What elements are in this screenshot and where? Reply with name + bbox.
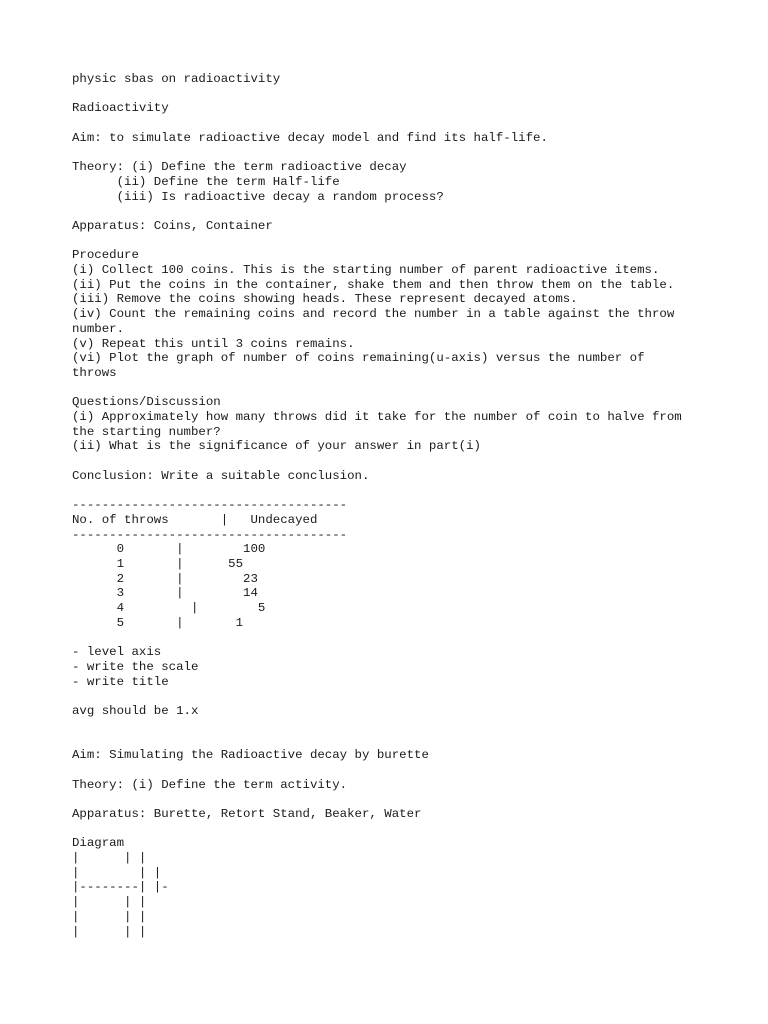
document-line	[72, 631, 682, 646]
document-line: 2 | 23	[72, 571, 258, 586]
document-line: avg should be 1.x	[72, 704, 199, 719]
document-line: -------------------------------------	[72, 498, 348, 513]
document-line	[72, 763, 682, 778]
document-line: | | |	[72, 865, 162, 880]
document-line	[72, 719, 682, 734]
document-text	[72, 72, 682, 939]
document-line: throws	[72, 365, 117, 380]
document-line	[72, 733, 682, 748]
document-line: - level axis	[72, 645, 162, 660]
document-line	[72, 234, 682, 249]
document-line: 5 | 1	[72, 615, 244, 630]
document-line: Apparatus: Coins, Container	[72, 218, 273, 233]
document-line: 1 | 55	[72, 557, 244, 572]
document-line	[72, 822, 682, 837]
document-line: (v) Repeat this until 3 coins remains.	[72, 336, 355, 351]
document-line: physic sbas on radioactivity	[72, 72, 281, 86]
document-line	[72, 87, 682, 102]
document-line	[72, 689, 682, 704]
document-line: - write the scale	[72, 659, 199, 674]
document-line: (iii) Is radioactive decay a random process?	[72, 189, 444, 204]
document-line: (ii) Put the coins in the container, shake them and then throw them on the table.	[72, 277, 675, 292]
document-line	[72, 792, 682, 807]
document-line: Theory: (i) Define the term activity.	[72, 777, 348, 792]
document-line: 0 | 100	[72, 542, 266, 557]
document-line	[72, 454, 682, 469]
document-line: | | |	[72, 924, 147, 939]
document-line: Theory: (i) Define the term radioactive decay	[72, 160, 407, 175]
document-line: (iv) Count the remaining coins and record the number in a table against the throw	[72, 307, 675, 322]
document-line: -------------------------------------	[72, 527, 348, 542]
document-line: Aim: Simulating the Radioactive decay by burette	[72, 748, 429, 763]
document-line	[72, 381, 682, 396]
document-line: 4 | 5	[72, 601, 266, 616]
document-line: Conclusion: Write a suitable conclusion.	[72, 468, 370, 483]
document-line: (vi) Plot the graph of number of coins remaining(u-axis) versus the number of	[72, 351, 645, 366]
document-line: Aim: to simulate radioactive decay model and find its half-life.	[72, 130, 548, 145]
document-line: | | |	[72, 909, 147, 924]
document-line	[72, 116, 682, 131]
document-line: Apparatus: Burette, Retort Stand, Beaker, Water	[72, 806, 422, 821]
document-line: - write title	[72, 674, 169, 689]
document-line: Radioactivity	[72, 101, 169, 116]
document-line: number.	[72, 321, 125, 336]
document-line: (iii) Remove the coins showing heads. These represent decayed atoms.	[72, 292, 578, 307]
document-line: Questions/Discussion	[72, 395, 221, 410]
document-line	[72, 484, 682, 499]
document-line: (i) Collect 100 coins. This is the starting number of parent radioactive items.	[72, 263, 660, 278]
document-line: |--------| |-	[72, 880, 169, 895]
document-line: Procedure	[72, 248, 139, 263]
document-line: (ii) Define the term Half-life	[72, 174, 340, 189]
document-line: Diagram	[72, 836, 125, 851]
document-line: 3 | 14	[72, 586, 258, 601]
document-line: No. of throws | Undecayed	[72, 512, 318, 527]
document-line: | | |	[72, 851, 147, 866]
document-line	[72, 145, 682, 160]
document-line: | | |	[72, 895, 147, 910]
document-line: (ii) What is the significance of your answer in part(i)	[72, 439, 481, 454]
document-line: (i) Approximately how many throws did it take for the number of coin to halve from	[72, 410, 682, 425]
document-line	[72, 204, 682, 219]
document-line: the starting number?	[72, 424, 221, 439]
